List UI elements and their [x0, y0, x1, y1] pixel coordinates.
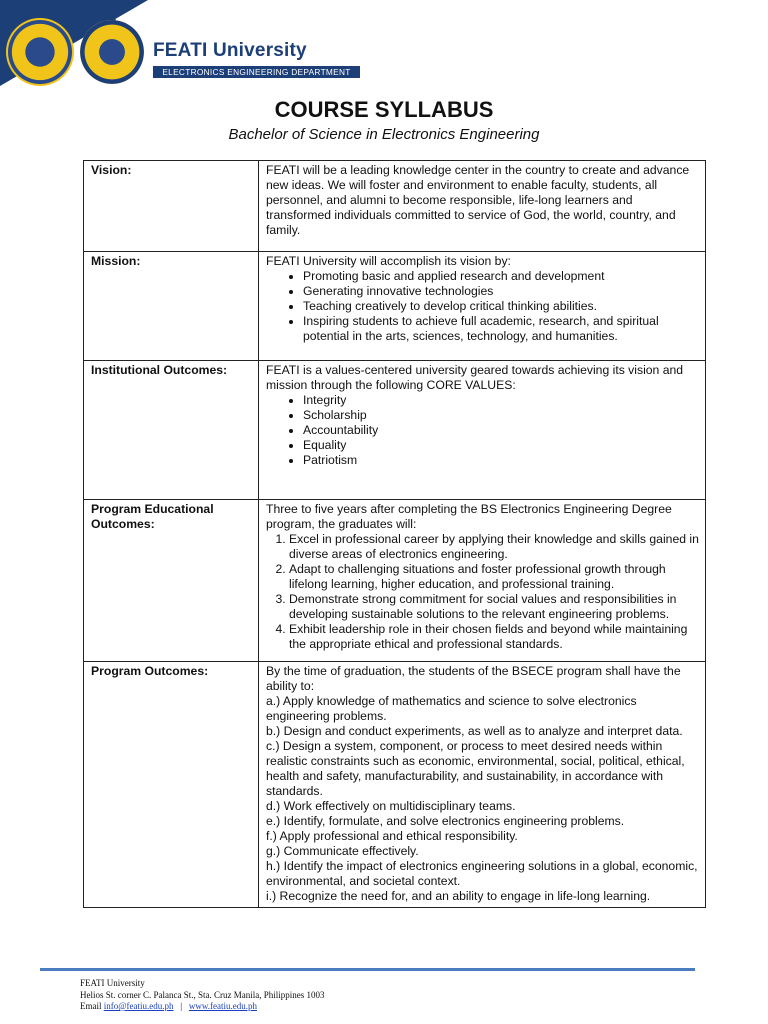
- footer-contact: [80, 1001, 324, 1013]
- department-banner: ELECTRONICS ENGINEERING DEPARTMENT: [153, 66, 360, 78]
- cross-icon: ✝: [108, 8, 122, 25]
- core-values-list: [266, 393, 700, 468]
- vision-label: Vision:: [84, 161, 259, 252]
- page-title: COURSE SYLLABUS: [274, 97, 494, 122]
- list-item: 4. Exhibit leadership role in their chosen fields and beyond while maintaining the appropriate ethical and professional standards.: [289, 622, 700, 652]
- vision-row: [84, 161, 706, 252]
- institutional-intro: FEATI is a values-centered university geared towards achieving its vision and mission through the following CORE VALUES:: [266, 363, 684, 392]
- list-item: 3. Demonstrate strong commitment for social values and responsibilities in developing sustainable solutions to the relevant engineering problems.: [289, 592, 700, 622]
- university-seal: [6, 18, 74, 86]
- list-item: • Scholarship: [303, 408, 700, 423]
- mission-label: Mission:: [84, 252, 259, 361]
- list-item: f.) Apply professional and ethical responsibility.: [266, 829, 518, 843]
- list-item: • Inspiring students to achieve full academic, research, and spiritual potential in the arts, sciences, technology, and humanities.: [303, 314, 700, 344]
- email-label: Email: [80, 1001, 102, 1011]
- university-name: FEATI University: [153, 40, 307, 61]
- syllabus-table: [83, 160, 706, 908]
- list-item: i.) Recognize the need for, and an ability to engage in life-long learning.: [266, 889, 651, 903]
- list-item: c.) Design a system, component, or process to meet desired needs within realistic constraints such as economic, environmental, social, political, ethical, health and safety, manufacturability, and sustainability, in accordance with standards.: [266, 739, 685, 798]
- mission-intro: FEATI University will accomplish its vision by:: [266, 254, 511, 268]
- list-item: • Equality: [303, 438, 700, 453]
- peo-cell: [259, 500, 706, 662]
- po-row: [84, 662, 706, 908]
- peo-intro: Three to five years after completing the BS Electronics Engineering Degree program, the graduates will:: [266, 502, 672, 531]
- mission-row: [84, 252, 706, 361]
- footer-address: Helios St. corner C. Palanca St., Sta. Cruz Manila, Philippines 1003: [80, 989, 325, 1000]
- list-item: • Teaching creatively to develop critical thinking abilities.: [303, 299, 700, 314]
- list-item: h.) Identify the impact of electronics engineering solutions in a global, economic, environmental, and societal context.: [266, 859, 698, 888]
- list-item: 1. Excel in professional career by applying their knowledge and skills gained in diverse areas of electronics engineering.: [289, 532, 700, 562]
- list-item: • Promoting basic and applied research and development: [303, 269, 700, 284]
- mission-cell: [259, 252, 706, 361]
- email-link[interactable]: info@featiu.edu.ph: [103, 1001, 174, 1011]
- po-cell: [259, 662, 706, 908]
- list-item: • Generating innovative technologies: [303, 284, 700, 299]
- list-item: a.) Apply knowledge of mathematics and science to solve electronics engineering problems.: [266, 694, 637, 723]
- list-item: e.) Identify, formulate, and solve electronics engineering problems.: [266, 814, 625, 828]
- page-subtitle: Bachelor of Science in Electronics Engineering: [228, 126, 540, 143]
- mission-list: [266, 269, 700, 344]
- footer: [80, 978, 324, 1013]
- department-seal: [80, 20, 144, 84]
- peo-list: [266, 532, 700, 652]
- institutional-cell: [259, 361, 706, 500]
- vision-text: FEATI will be a leading knowledge center in the country to create and advance new ideas. We will foster and environment to enable faculty, students, all personnel, and alumni to become responsible, life-long learners and transformed individuals committed to service of God, the world, country, and family.: [259, 161, 706, 252]
- website-link[interactable]: www.featiu.edu.ph: [188, 1001, 257, 1011]
- list-item: • Accountability: [303, 423, 700, 438]
- footer-name: FEATI University: [80, 978, 145, 988]
- footer-divider: [40, 968, 695, 971]
- institutional-label: Institutional Outcomes:: [84, 361, 259, 500]
- list-item: • Patriotism: [303, 453, 700, 468]
- list-item: g.) Communicate effectively.: [266, 844, 419, 858]
- peo-row: [84, 500, 706, 662]
- list-item: • Integrity: [303, 393, 700, 408]
- po-label: Program Outcomes:: [84, 662, 259, 908]
- list-item: 2. Adapt to challenging situations and foster professional growth through lifelong learning, higher education, and professional training.: [289, 562, 700, 592]
- footer-separator: |: [180, 1001, 183, 1011]
- list-item: b.) Design and conduct experiments, as well as to analyze and interpret data.: [266, 724, 683, 738]
- po-intro: By the time of graduation, the students of the BSECE program shall have the ability to:: [266, 664, 681, 693]
- institutional-row: [84, 361, 706, 500]
- list-item: d.) Work effectively on multidisciplinary teams.: [266, 799, 516, 813]
- peo-label: Program Educational Outcomes:: [84, 500, 259, 662]
